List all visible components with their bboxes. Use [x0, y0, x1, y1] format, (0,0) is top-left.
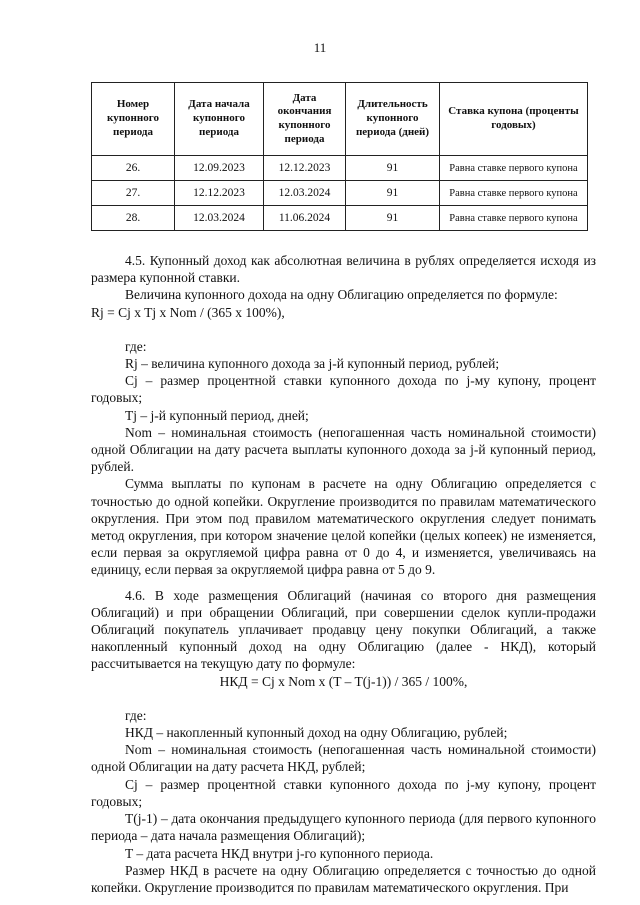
header-coupon-rate: Ставка купона (проценты годовых): [440, 83, 588, 156]
table-row: [92, 206, 588, 231]
cell-period-number: 26.: [92, 156, 175, 181]
where-label: где:: [125, 338, 147, 354]
definition-nom: Nom – номинальная стоимость (непогашенная часть номинальной стоимости) одной Облигации на дату расчета выплаты купонного дохода за j-й купонный период, рублей.: [91, 424, 596, 475]
coupon-schedule-table: [91, 82, 588, 231]
accrued-income-formula: НКД = Cj x Nom x (T – T(j-1)) / 365 / 100%,: [219, 673, 468, 689]
definition-nkd: НКД – накопленный купонный доход на одну Облигацию, рублей;: [125, 725, 508, 741]
definition-tj: Tj – j-й купонный период, дней;: [125, 407, 309, 423]
cell-start-date: 12.12.2023: [175, 181, 264, 206]
header-period-number: Номер купонного периода: [92, 83, 175, 156]
cell-period-number: 28.: [92, 206, 175, 231]
header-end-date: Дата окончания купонного периода: [264, 83, 346, 156]
definition-cj: Cj – размер процентной ставки купонного дохода по j-му купону, процент годовых;: [91, 373, 596, 406]
table-row: [92, 181, 588, 206]
definition-nom-2: Nom – номинальная стоимость (непогашенная часть номинальной стоимости) одной Облигации на дату расчета НКД, рублей;: [91, 742, 596, 775]
nkd-rounding-paragraph: Размер НКД в расчете на одну Облигацию определяется с точностью до одной копейки. Округление производится по правилам математического округления. При: [91, 862, 596, 895]
cell-duration: 91: [346, 206, 440, 231]
definition-t: T – дата расчета НКД внутри j-го купонного периода.: [125, 845, 434, 861]
cell-duration: 91: [346, 181, 440, 206]
header-start-date: Дата начала купонного периода: [175, 83, 264, 156]
cell-end-date: 12.03.2024: [264, 181, 346, 206]
coupon-formula-intro: Величина купонного дохода на одну Облигацию определяется по формуле:: [125, 287, 558, 303]
cell-coupon-rate: Равна ставке первого купона: [440, 181, 588, 206]
cell-start-date: 12.03.2024: [175, 206, 264, 231]
header-duration: Длительность купонного периода (дней): [346, 83, 440, 156]
table-row: [92, 156, 588, 181]
page-number: 11: [313, 40, 327, 55]
cell-coupon-rate: Равна ставке первого купона: [440, 156, 588, 181]
document-body: [91, 252, 596, 896]
coupon-income-formula: Rj = Cj x Tj x Nom / (365 x 100%),: [91, 304, 285, 320]
cell-period-number: 27.: [92, 181, 175, 206]
section-4-5-paragraph: 4.5. Купонный доход как абсолютная величина в рублях определяется исходя из размера купонной ставки.: [91, 253, 596, 286]
cell-start-date: 12.09.2023: [175, 156, 264, 181]
table-header-row: [92, 83, 588, 156]
cell-end-date: 12.12.2023: [264, 156, 346, 181]
rounding-paragraph: Сумма выплаты по купонам в расчете на одну Облигацию определяется с точностью до одной копейки. Округление производится по правилам математического округления. При этом под правилом математического округления следует понимать метод округления, при котором значение целой копейки (целых копеек) не изменяется, если первая за округляемой цифра равна от 0 до 4, и изменяется, увеличиваясь на единицу, если первая за округляемой цифра равна от 5 до 9.: [91, 476, 596, 578]
cell-coupon-rate: Равна ставке первого купона: [440, 206, 588, 231]
cell-end-date: 11.06.2024: [264, 206, 346, 231]
where-label-2: где:: [125, 707, 147, 723]
cell-duration: 91: [346, 156, 440, 181]
definition-rj: Rj – величина купонного дохода за j-й купонный период, рублей;: [125, 356, 500, 372]
definition-cj-2: Cj – размер процентной ставки купонного дохода по j-му купону, процент годовых;: [91, 776, 596, 809]
definition-t-prev: T(j-1) – дата окончания предыдущего купонного периода (для первого купонного периода – дата начала размещения Облигаций);: [91, 811, 596, 844]
section-4-6-paragraph: 4.6. В ходе размещения Облигаций (начиная со второго дня размещения Облигаций) и при обращении Облигаций, при совершении сделок купли-продажи Облигаций покупатель уплачивает продавцу цену покупки Облигаций, а также накопленный купонный доход на одну Облигацию (далее - НКД), который рассчитывается на текущую дату по формуле:: [91, 587, 596, 672]
